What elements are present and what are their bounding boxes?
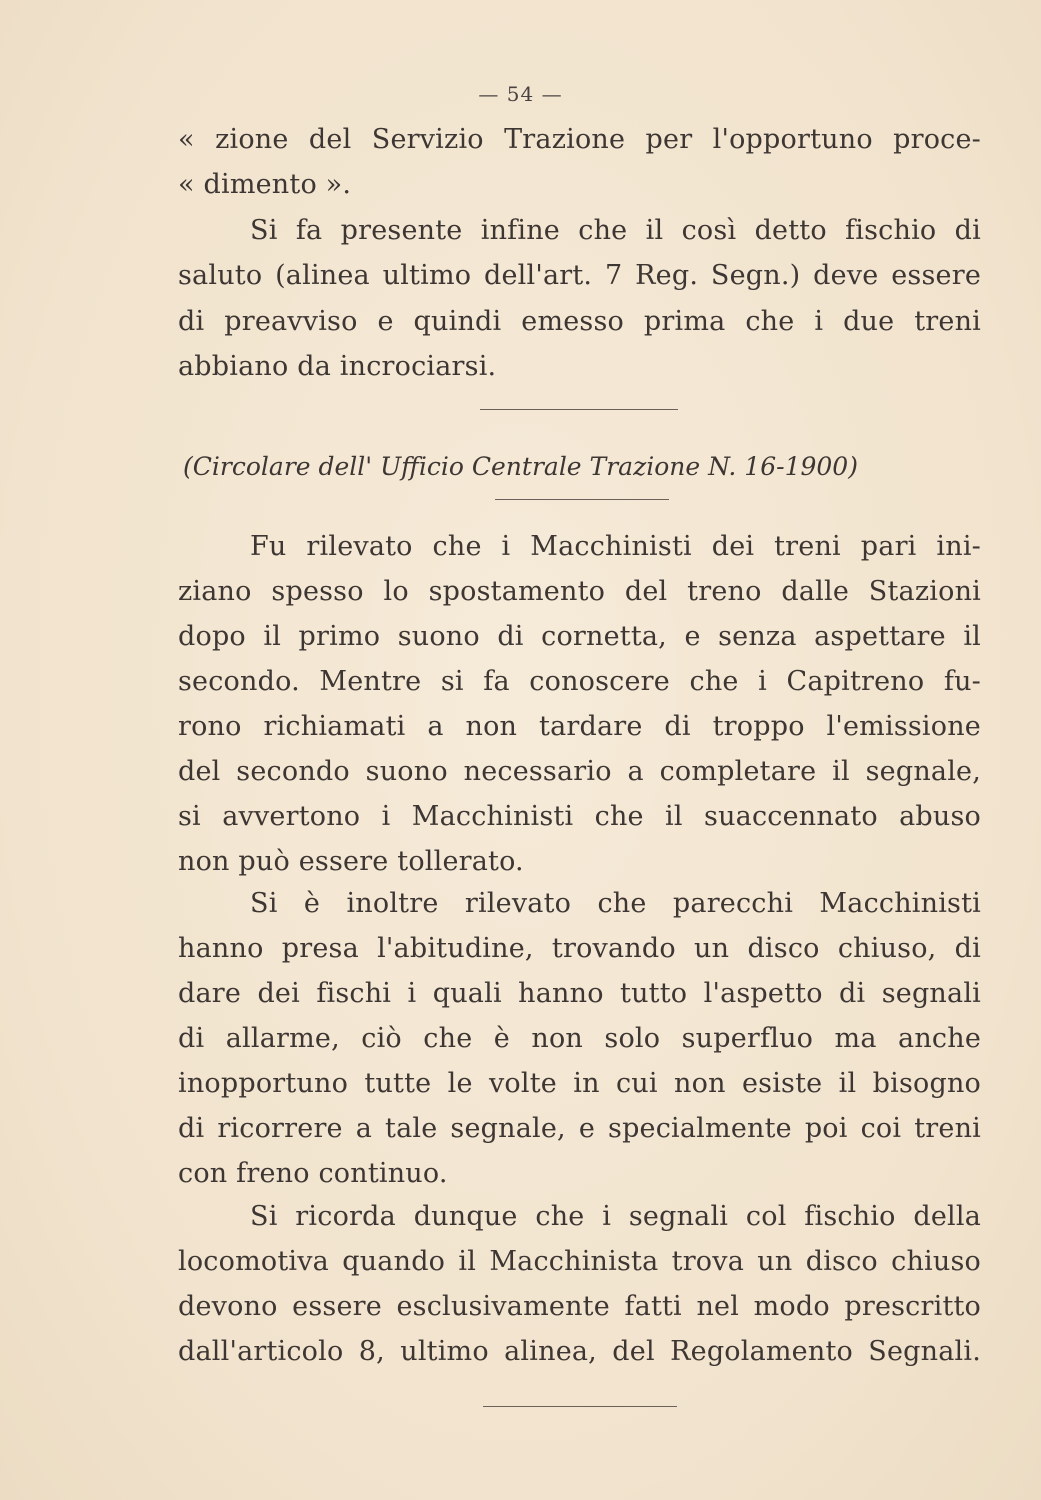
text-line: « dimento ». <box>178 169 352 200</box>
text-line: Si fa presente infine che il così detto fischio di <box>250 215 981 246</box>
heading-underline <box>495 499 669 500</box>
text-line: Si è inoltre rilevato che parecchi Macchinisti <box>250 888 981 919</box>
section-heading: (Circolare dell' Ufficio Centrale Trazione N. 16-1900) <box>183 452 858 481</box>
text-line: si avvertono i Macchinisti che il suaccennato abuso <box>178 801 981 832</box>
text-line: inopportuno tutte le volte in cui non esiste il bisogno <box>178 1068 981 1099</box>
text-line: abbiano da incrociarsi. <box>178 351 497 382</box>
text-line: di ricorrere a tale segnale, e specialmente poi coi treni <box>178 1113 981 1144</box>
text-line: rono richiamati a non tardare di troppo l'emissione <box>178 711 981 742</box>
text-line: Fu rilevato che i Macchinisti dei treni pari ini- <box>250 531 981 562</box>
text-line: del secondo suono necessario a completare il segnale, <box>178 756 981 787</box>
text-line: ziano spesso lo spostamento del treno dalle Stazioni <box>178 576 981 607</box>
text-line: dopo il primo suono di cornetta, e senza aspettare il <box>178 621 981 652</box>
page-number: — 54 — <box>478 82 563 106</box>
text-line: locomotiva quando il Macchinista trova un disco chiuso <box>178 1246 981 1277</box>
text-line: di allarme, ciò che è non solo superfluo ma anche <box>178 1023 981 1054</box>
text-line: Si ricorda dunque che i segnali col fischio della <box>250 1201 981 1232</box>
text-line: con freno continuo. <box>178 1158 448 1189</box>
text-line: hanno presa l'abitudine, trovando un disco chiuso, di <box>178 933 981 964</box>
text-line: dare dei fischi i quali hanno tutto l'aspetto di segnali <box>178 978 981 1009</box>
text-line: non può essere tollerato. <box>178 846 524 877</box>
text-line: saluto (alinea ultimo dell'art. 7 Reg. Segn.) deve essere <box>178 260 981 291</box>
text-line: di preavviso e quindi emesso prima che i due treni <box>178 306 981 337</box>
text-line: devono essere esclusivamente fatti nel modo prescritto <box>178 1291 981 1322</box>
section-divider <box>480 409 678 410</box>
text-line: dall'articolo 8, ultimo alinea, del Regolamento Segnali. <box>178 1336 981 1367</box>
text-line: « zione del Servizio Trazione per l'opportuno proce- <box>178 124 981 155</box>
text-line: secondo. Mentre si fa conoscere che i Capitreno fu- <box>178 666 981 697</box>
closing-divider <box>483 1406 677 1407</box>
